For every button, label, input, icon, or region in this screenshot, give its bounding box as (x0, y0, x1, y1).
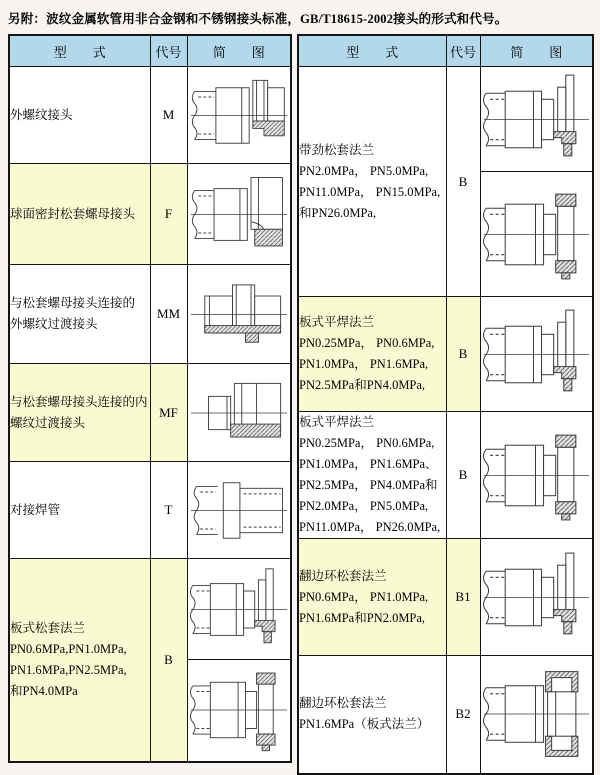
type-line: PN1.6MPa（板式法兰） (299, 717, 430, 732)
type-line: 对接焊管 (10, 502, 61, 517)
male-female-adapter-diagram (190, 368, 288, 458)
type-line: PN1.6MPa和PN2.0MPa, (299, 610, 426, 625)
plate-loose-flange-up-diagram (483, 71, 590, 168)
plate-loose-flange-hatched-diagram (190, 663, 288, 757)
type-line: 球面密封松套螺母接头 (10, 206, 136, 221)
plate-loose-flange-hatched-diagram (483, 176, 590, 293)
type-line: 和PN4.0MPa (10, 683, 78, 698)
header-code: 代号 (446, 35, 480, 67)
table-row (298, 412, 593, 539)
type-cell (298, 656, 446, 774)
type-line: PN0.25MPa， PN0.6MPa, (299, 436, 435, 450)
tables-container (0, 34, 600, 775)
type-line: 和PN26.0MPa, (299, 205, 377, 220)
table-row (9, 265, 291, 364)
header-type: 型 式 (9, 35, 150, 67)
type-line: PN1.0MPa， PN1.6MPa、 (299, 457, 438, 471)
type-cell (9, 67, 150, 164)
code-cell: M (150, 67, 187, 164)
type-line: PN2.0MPa， PN5.0MPa, (299, 499, 429, 513)
table-row (9, 364, 291, 462)
type-line: PN0.6MPa,PN1.0MPa, (10, 641, 127, 656)
plate-weld-flange-hatched-diagram (483, 422, 590, 529)
plate-weld-flange-diagram (483, 301, 590, 408)
diagram-cell (187, 364, 291, 462)
diagram-cell (480, 412, 593, 539)
diagram-cell (187, 462, 291, 559)
diagram-cell (187, 67, 291, 164)
diagram-cell (480, 539, 593, 656)
diagram-cell (187, 660, 291, 762)
table-row (298, 297, 593, 412)
type-cell (298, 539, 446, 656)
table-row (298, 656, 593, 774)
code-cell: T (150, 462, 187, 559)
diagram-cell (480, 172, 593, 297)
table-row (9, 164, 291, 265)
header-diagram: 简 图 (187, 35, 291, 67)
type-line: 外螺纹过渡接头 (10, 317, 98, 331)
type-line: 带劲松套法兰 (299, 142, 375, 157)
male-male-nipple-diagram (190, 269, 288, 360)
table-row (298, 67, 593, 172)
type-cell (298, 297, 446, 412)
flanged-ring-loose-flange-plate-diagram (483, 659, 590, 769)
type-line: 与松套螺母接头连接的内 (10, 394, 148, 409)
type-line: PN2.5MPa和PN4.0MPa, (299, 378, 426, 392)
type-line: 外螺纹接头 (10, 107, 73, 122)
code-cell: B1 (446, 539, 480, 656)
type-line: 板式松套法兰 (10, 620, 86, 635)
diagram-cell (187, 559, 291, 660)
page-title: 另附：波纹金属软管用非合金钢和不锈钢接头标准，GB/T18615-2002接头的形式和代号。 (8, 12, 508, 26)
flanged-ring-loose-flange-diagram (483, 543, 590, 652)
type-line: 板式平焊法兰 (299, 315, 375, 329)
male-thread-fitting-diagram (190, 71, 288, 160)
table-row (9, 559, 291, 660)
plate-loose-flange-up-diagram (190, 563, 288, 656)
type-line: PN2.0MPa， PN5.0MPa, (299, 163, 429, 178)
type-cell (298, 67, 446, 297)
type-line: 螺纹过渡接头 (10, 415, 86, 430)
type-cell (9, 364, 150, 462)
type-line: PN11.0MPa， PN26.0MPa, (299, 520, 441, 534)
code-cell: B (446, 297, 480, 412)
code-cell: B (150, 559, 187, 762)
type-cell (9, 462, 150, 559)
type-line: 与松套螺母接头连接的 (10, 296, 136, 310)
type-line: PN11.0MPa， PN15.0MPa, (299, 184, 441, 199)
joint-table-left (8, 34, 292, 763)
type-line: PN0.25MPa， PN0.6MPa, (299, 336, 435, 350)
header-code: 代号 (150, 35, 187, 67)
code-cell: MF (150, 364, 187, 462)
type-line: PN1.6MPa,PN2.5MPa, (10, 662, 127, 677)
code-cell: B (446, 67, 480, 297)
joint-table-right (297, 34, 594, 775)
type-line: PN2.5MPa， PN4.0MPa和 (299, 478, 438, 492)
type-cell (298, 412, 446, 539)
table-row (298, 539, 593, 656)
type-line: 翻边环松套法兰 (299, 568, 387, 583)
diagram-cell (480, 67, 593, 172)
type-line: PN1.0MPa， PN1.6MPa, (299, 357, 429, 371)
table-row (9, 67, 291, 164)
code-cell: B (446, 412, 480, 539)
spherical-seal-swivel-nut-fitting-diagram (190, 168, 288, 261)
butt-weld-pipe-diagram (190, 466, 288, 555)
diagram-cell (187, 265, 291, 364)
code-cell: B2 (446, 656, 480, 774)
diagram-cell (480, 297, 593, 412)
header-diagram: 简 图 (480, 35, 593, 67)
diagram-cell (187, 164, 291, 265)
type-cell (9, 265, 150, 364)
type-cell (9, 559, 150, 762)
code-cell: F (150, 164, 187, 265)
table-row (9, 462, 291, 559)
type-line: PN0.6MPa， PN1.0MPa, (299, 589, 429, 604)
type-line: 板式平焊法兰 (299, 415, 375, 429)
type-line: 翻边环松套法兰 (299, 696, 387, 711)
code-cell: MM (150, 265, 187, 364)
type-cell (9, 164, 150, 265)
diagram-cell (480, 656, 593, 774)
header-type: 型 式 (298, 35, 446, 67)
